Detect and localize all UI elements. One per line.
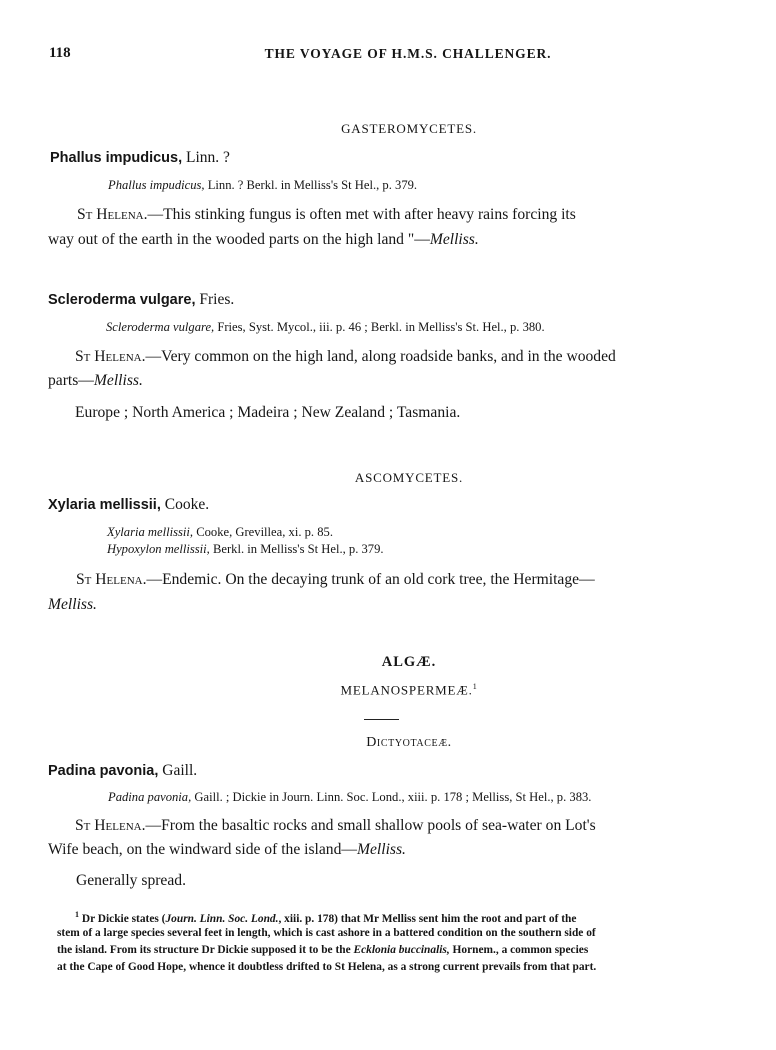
- footnote-mark: 1: [75, 910, 79, 919]
- body-line: [76, 571, 595, 589]
- synonym-reference: Linn. ? Berkl. in Melliss's St Hel., p. 379.: [204, 178, 418, 192]
- subsection-heading-melanospermeae: [0, 682, 776, 698]
- footnote-text: Dr Dickie states (: [79, 912, 166, 925]
- synonym-reference: Berkl. in Melliss's St Hel., p. 379.: [209, 542, 384, 556]
- synonym-line-padina: [108, 790, 591, 805]
- collector-name: Melliss.: [429, 231, 479, 248]
- body-text: Wife beach, on the windward side of the island—: [48, 841, 357, 858]
- synonym-name: Padina pavonia,: [108, 790, 192, 804]
- locality-name: St Helena.: [76, 571, 147, 588]
- body-line: [75, 348, 616, 366]
- section-heading-algae: ALGÆ.: [381, 654, 437, 670]
- body-line: [48, 841, 406, 859]
- species-heading-phallus: [50, 149, 230, 167]
- page-number: 118: [49, 45, 71, 61]
- collector-name: Melliss.: [357, 841, 406, 858]
- section-heading-gasteromycetes: GASTEROMYCETES.: [341, 121, 477, 136]
- species-authority: Cooke.: [160, 496, 210, 513]
- family-heading-dictyotaceae: Dictyotaceæ.: [366, 735, 452, 750]
- synonym-line-xylaria: [107, 525, 333, 540]
- footnote-species: Ecklonia buccinalis,: [353, 944, 450, 956]
- footnote-line: stem of a large species several feet in length, which is cast ashore in a battered condition on the southern side of: [57, 927, 596, 939]
- collector-name: Melliss.: [48, 596, 97, 613]
- body-text: —Endemic. On the decaying trunk of an old cork tree, the Hermitage—: [146, 571, 595, 588]
- footnote-reference: 1: [472, 682, 478, 691]
- synonym-name: Hypoxylon mellissii,: [107, 542, 210, 556]
- synonym-reference: Gaill. ; Dickie in Journ. Linn. Soc. Lond., xiii. p. 178 ; Melliss, St Hel., p. 383.: [191, 790, 592, 804]
- locality-name: St Helena.: [75, 817, 146, 834]
- species-authority: Fries.: [195, 291, 235, 308]
- footnote-line: [75, 910, 576, 925]
- species-name: Phallus impudicus,: [50, 150, 183, 166]
- running-title: THE VOYAGE OF H.M.S. CHALLENGER.: [264, 46, 552, 61]
- footnote-line: [57, 944, 588, 956]
- synonym-reference: Cooke, Grevillea, xi. p. 85.: [193, 525, 333, 539]
- body-line: [48, 231, 479, 249]
- subsection-title: MELANOSPERMEÆ.: [340, 682, 473, 698]
- synonym-name: Phallus impudicus,: [108, 178, 205, 192]
- body-text: —Very common on the high land, along roadside banks, and in the wooded: [145, 348, 616, 365]
- footnote-text: the island. From its structure Dr Dickie supposed it to be the: [57, 944, 354, 956]
- footnote-text: , xiii. p. 178) that Mr Melliss sent him the root and part of the: [278, 912, 577, 925]
- distribution-line: Europe ; North America ; Madeira ; New Zealand ; Tasmania.: [75, 404, 461, 421]
- body-text: —From the basaltic rocks and small shallow pools of sea-water on Lot's: [145, 817, 596, 834]
- distribution-line: Generally spread.: [76, 872, 186, 889]
- section-divider: [364, 719, 399, 720]
- footnote-text: Hornem., a common species: [449, 944, 589, 956]
- species-name: Xylaria mellissii,: [48, 497, 161, 513]
- synonym-name: Scleroderma vulgare,: [106, 320, 215, 334]
- locality-name: St Helena.: [75, 348, 146, 365]
- synonym-reference: Fries, Syst. Mycol., iii. p. 46 ; Berkl. in Melliss's St. Hel., p. 380.: [214, 320, 545, 334]
- synonym-line-hypoxylon: [107, 542, 384, 557]
- species-name: Padina pavonia,: [48, 763, 159, 779]
- locality-name: St Helena.: [77, 206, 148, 223]
- collector-name: Melliss.: [93, 372, 143, 389]
- section-heading-ascomycetes: ASCOMYCETES.: [354, 470, 464, 485]
- synonym-line-phallus: [108, 178, 417, 193]
- body-line: [48, 372, 143, 390]
- footnote-line: at the Cape of Good Hope, whence it doubtless drifted to St Helena, as a strong current prevails from that part.: [57, 961, 597, 973]
- body-text: parts—: [48, 372, 94, 389]
- species-name: Scleroderma vulgare,: [48, 292, 196, 308]
- species-authority: Linn. ?: [182, 149, 230, 166]
- species-authority: Gaill.: [158, 762, 198, 779]
- synonym-name: Xylaria mellissii,: [107, 525, 194, 539]
- body-text: —This stinking fungus is often met with after heavy rains forcing its: [147, 206, 576, 223]
- body-text: way out of the earth in the wooded parts on the high land "—: [48, 231, 430, 248]
- species-heading-xylaria: [48, 496, 209, 514]
- body-line: [77, 206, 576, 224]
- body-line: [75, 817, 596, 835]
- species-heading-scleroderma: [48, 291, 234, 309]
- species-heading-padina: [48, 762, 197, 780]
- footnote-journal: Journ. Linn. Soc. Lond.: [165, 912, 279, 925]
- synonym-line-scleroderma: [106, 320, 545, 335]
